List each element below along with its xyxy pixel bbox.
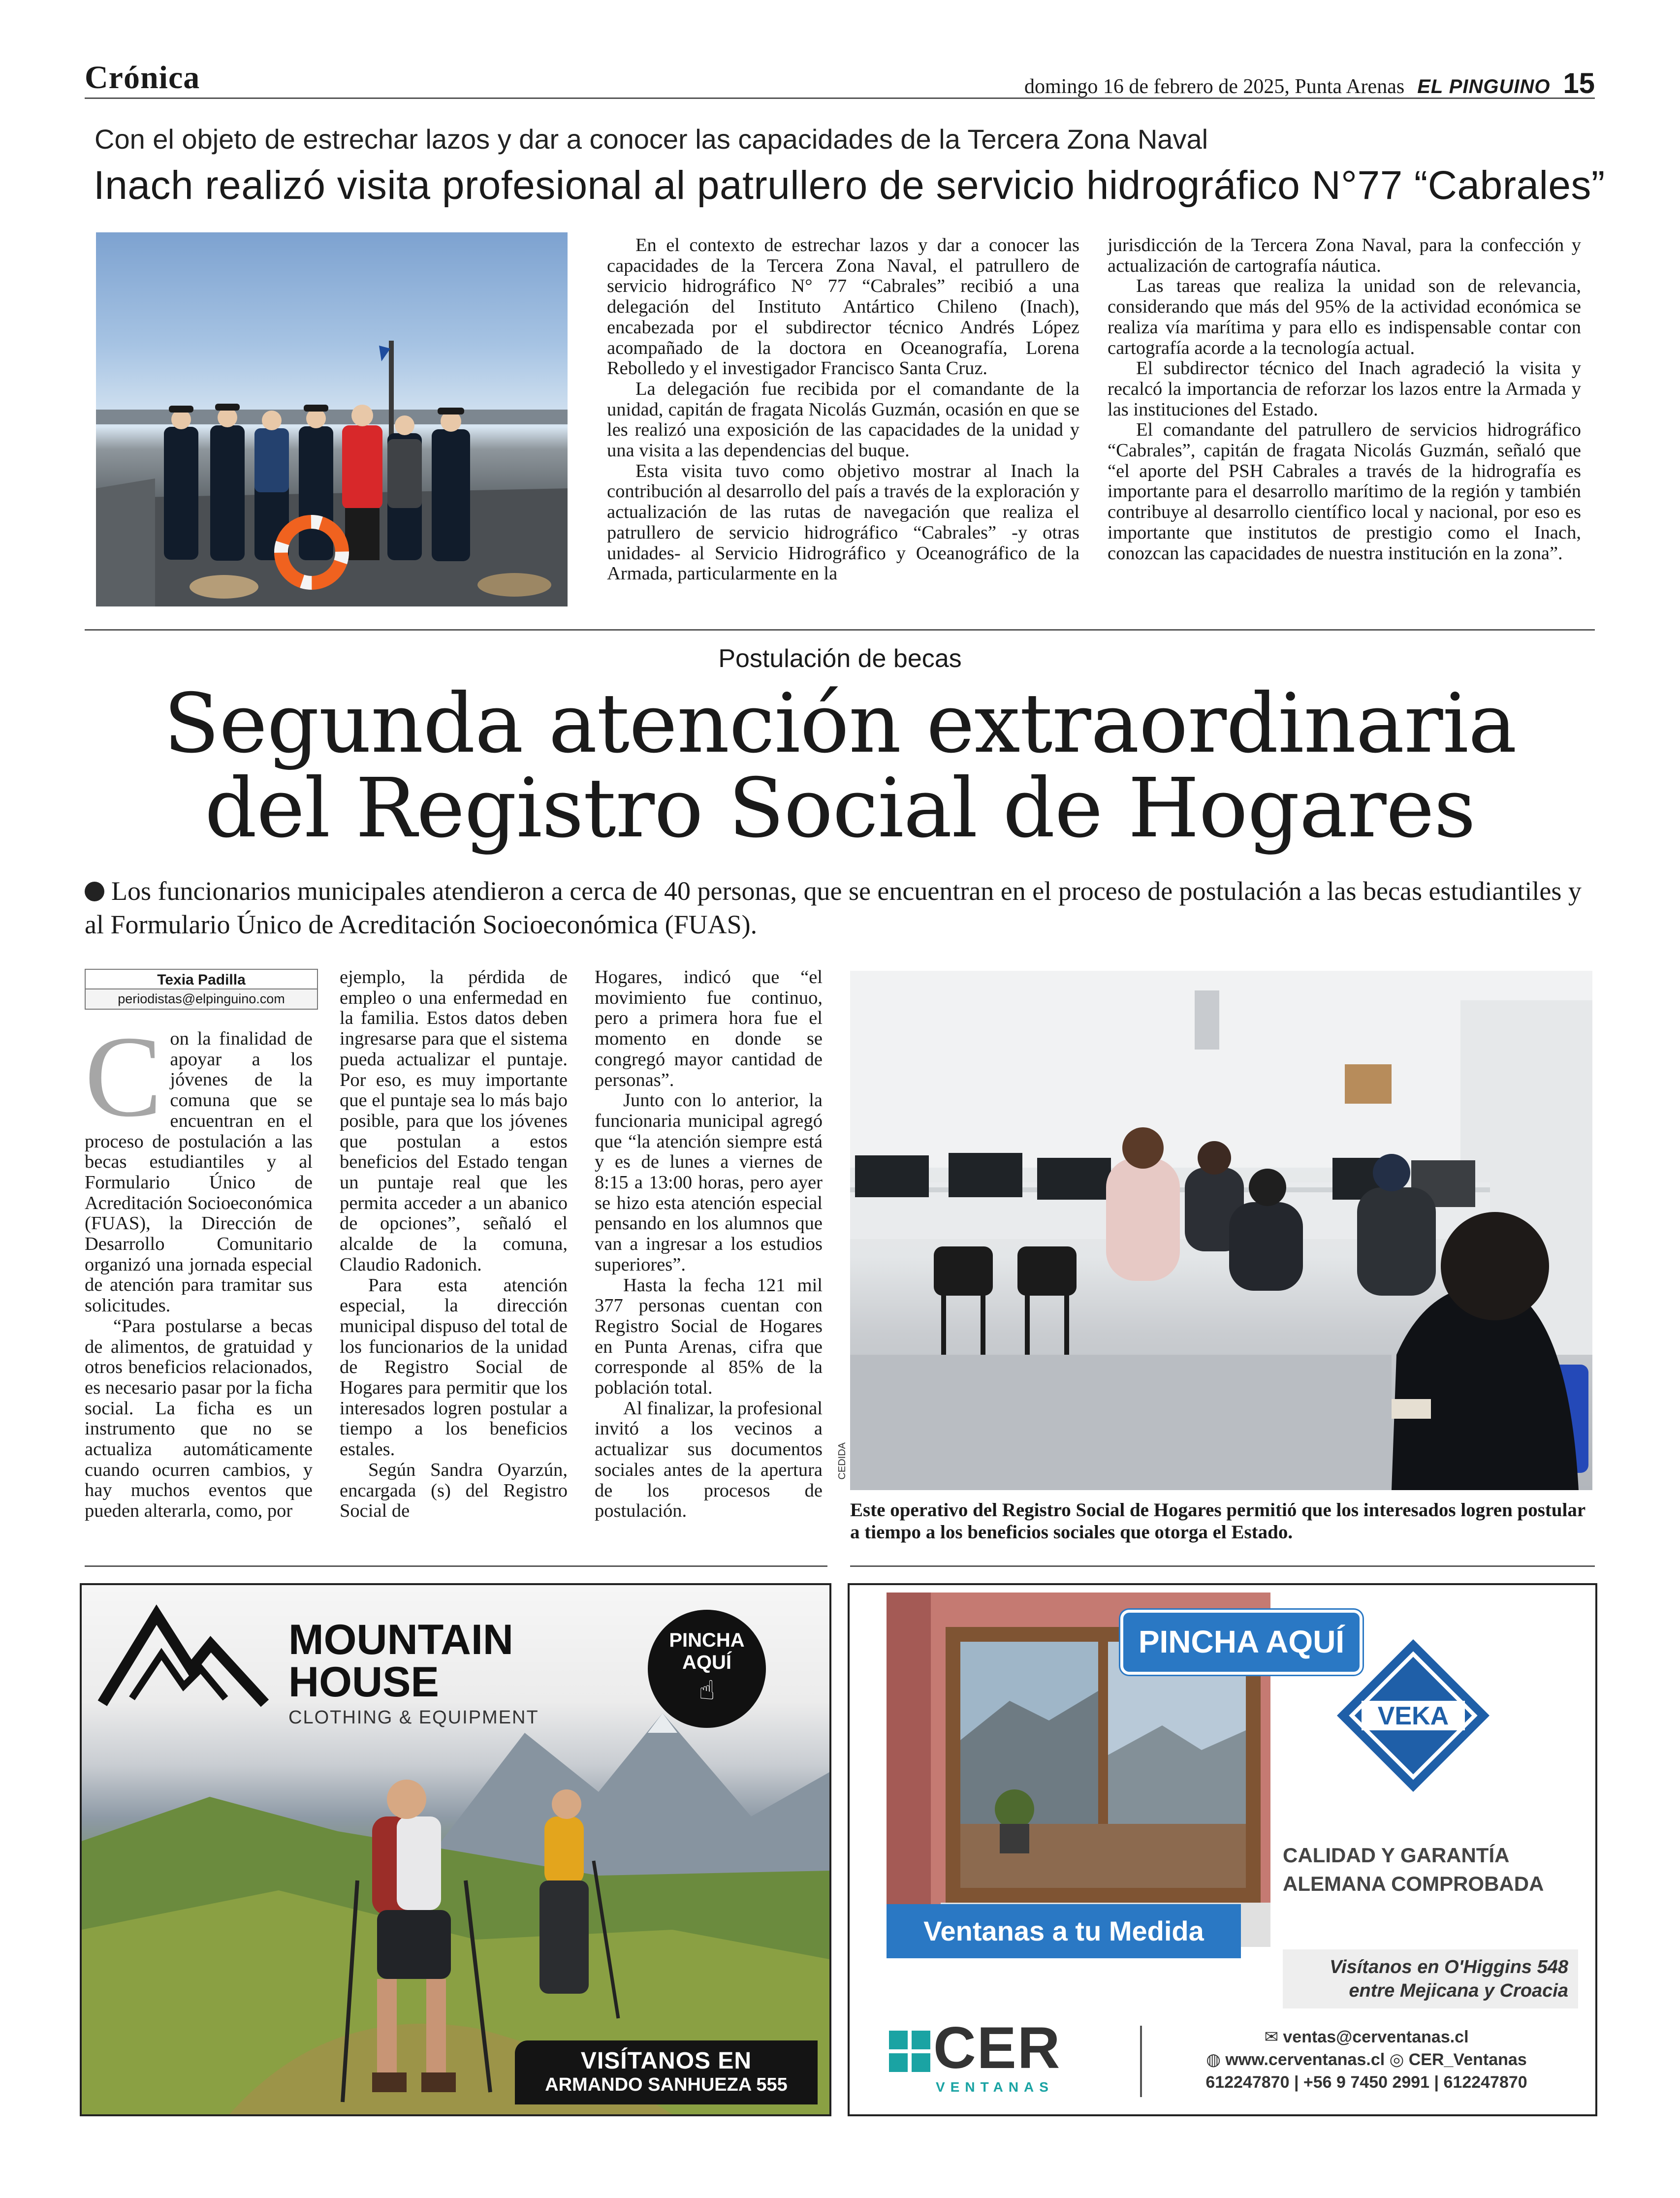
photo-caption: Este operativo del Registro Social de Hogares permitió que los interesados logren postular a tiempo a los beneficios sociales que otorga el Estado.	[850, 1499, 1585, 1543]
logo-divider	[1140, 2026, 1142, 2097]
article2-headline	[0, 676, 1680, 856]
ad-divider-left	[85, 1565, 827, 1567]
paragraph: jurisdicción de la Tercera Zona Naval, para la confección y actualización de cartografía náutica.	[1108, 235, 1581, 276]
address-line: entre Mejicana y Croacia	[1349, 1980, 1568, 2001]
paragraph: El subdirector técnico del Inach agradeció la visita y recalcó la importancia de reforzar los lazos entre la Armada y las instituciones del Estado.	[1108, 358, 1581, 420]
headline-line: Segunda atención extraordinaria	[163, 676, 1517, 771]
article1-column-1	[607, 235, 1079, 584]
contact-email-row[interactable]	[1155, 2026, 1578, 2048]
paragraph: Las tareas que realiza la unidad son de relevancia, considerando que más del 95% de la actividad económica se realiza vía marítima y para ello es indispensable contar con cartografía acorde a la tecnología actual.	[1108, 276, 1581, 358]
mountain-house-brand	[288, 1616, 514, 1706]
paragraph: En el contexto de estrechar lazos y dar a conocer las capacidades de la Tercera Zona Naval, el patrullero de servicio hidrográfico N° 77 “Cabrales” recibió a una delegación del Instituto Antártico Chileno (Inach), encabezada por el subdirector técnico Andrés López acompañado de la doctora en Oceanografía, Lorena Rebolledo y el investigador Francisco Santa Cruz.	[607, 235, 1079, 379]
page-header	[85, 58, 1595, 99]
mountain-house-logo-icon	[97, 1600, 270, 1718]
author-name: Texia Padilla	[157, 972, 246, 988]
paragraph: Hogares, indicó que “el movimiento fue continuo, pero a primera hora fue el momento en donde se congregó mayor cantidad de personas”.	[595, 967, 823, 1090]
photo-credit: CEDIDA	[837, 1442, 848, 1480]
author-email: periodistas@elpinguino.com	[86, 988, 317, 1009]
article1-kicker: Con el objeto de estrechar lazos y dar a conocer las capacidades de la Tercera Zona Naval	[95, 124, 1208, 155]
pincha-aqui-button[interactable]: PINCHA AQUÍ	[1120, 1610, 1363, 1675]
pointer-hand-icon: ☝	[698, 1676, 715, 1705]
navy-group-photo-illustration	[96, 232, 568, 606]
paragraph: ejemplo, la pérdida de empleo o una enfermedad en la familia. Estos datos deben ingresarse para que el sistema pueda actualizar el puntaje. Por eso, es muy importante que el puntaje sea lo más bajo posible, para que los jóvenes que postulan a estos beneficios del Estado tengan un puntaje real que les permita acceder a un abanico de opciones”, señaló el alcalde de la comuna, Claudio Radonich.	[340, 967, 568, 1275]
paragraph	[85, 1013, 313, 1316]
mountain-house-ad[interactable]	[80, 1583, 831, 2116]
section-name: Crónica	[85, 60, 200, 96]
article1-column-2	[1108, 235, 1581, 564]
cer-contact	[1155, 2026, 1578, 2094]
bullet-icon	[85, 882, 104, 901]
quality-line: CALIDAD Y GARANTÍA	[1283, 1844, 1510, 1867]
drop-cap: C	[85, 1013, 162, 1141]
mountain-house-tagline: CLOTHING & EQUIPMENT	[288, 1707, 539, 1728]
paragraph: Para esta atención especial, la dirección municipal dispuso del total de los funcionarios de la unidad de Registro Social de Hogares para permitir que los interesados logren postular a tiempo a los beneficios estales.	[340, 1274, 568, 1460]
byline-box	[85, 969, 318, 1010]
cta-line: AQUÍ	[682, 1652, 731, 1673]
contact-email: ventas@cerventanas.cl	[1283, 2028, 1469, 2046]
article2-column-3	[595, 967, 823, 1522]
cer-logo-sub: VENTANAS	[936, 2079, 1054, 2095]
paragraph: Al finalizar, la profesional invitó a los vecinos a actualizar sus documentos sociales antes de la apertura de los procesos de postulación.	[595, 1398, 823, 1522]
cta-line: PINCHA	[669, 1629, 745, 1651]
visit-line: ARMANDO SANHUEZA 555	[545, 2074, 788, 2095]
section-divider	[85, 629, 1595, 631]
newspaper-name: EL PINGUINO	[1417, 76, 1551, 97]
veka-label: VEKA	[1377, 1702, 1449, 1730]
article2-kicker: Postulación de becas	[718, 644, 962, 673]
paragraph: “Para postularse a becas de alimentos, de gratuidad y otros beneficios relacionados, es necesario pasar por la ficha social. La ficha es un instrumento que no se actualiza automáticamente cuando ocurren cambios, y hay muchos eventos que pueden alterarla, como, por	[85, 1315, 313, 1522]
paragraph-text: on la finalidad de apoyar a los jóvenes de la comuna que se encuentran en el proceso de postulación a las becas estudiantiles y al Formulario Único de Acreditación Socioeconómica (FUAS), la Dirección de Desarrollo Comunitario organizó una jornada especial de atención para tramitar sus solicitudes.	[85, 1028, 313, 1316]
article2-photo	[850, 971, 1592, 1490]
paragraph: El comandante del patrullero de servicios hidrográfico “Cabrales”, capitán de fragata Nicolás Guzmán, señaló que “el aporte del PSH Cabrales a través de la hidrografía es importante para el desarrollo marítimo de la región y también contribuye al desarrollo científico local y nacional, por eso es importante que institutos de prestigio como el Inach, conozcan las capacidades de nuestra institución en la zona”.	[1108, 419, 1581, 564]
cer-ventanas-ad[interactable]	[848, 1583, 1597, 2116]
mail-icon: ✉	[1264, 2028, 1283, 2046]
paragraph: Junto con lo anterior, la funcionaria municipal agregó que “la atención siempre está y es de lunes a viernes de 8:15 a 13:00 horas, pero ayer se hizo esta atención especial pensando en los alumnos que van a ingresar a los estudios superiores”.	[595, 1090, 823, 1275]
office-photo-illustration	[850, 971, 1592, 1490]
article2-column-1	[85, 1013, 313, 1522]
address-line: Visítanos en O'Higgins 548	[1330, 1957, 1568, 1977]
quality-text	[1283, 1841, 1544, 1898]
header-date: domingo 16 de febrero de 2025, Punta Arenas	[1024, 75, 1405, 98]
pincha-aqui-button[interactable]	[648, 1610, 766, 1728]
brand-line: HOUSE	[288, 1658, 439, 1706]
contact-social: CER_Ventanas	[1408, 2050, 1527, 2069]
cer-logo-text: CER	[933, 2015, 1061, 2081]
cer-logo-icon	[889, 2031, 930, 2072]
cer-address	[1283, 1949, 1578, 2008]
visit-line: VISÍTANOS EN	[580, 2048, 752, 2074]
ventanas-banner: Ventanas a tu Medida	[887, 1904, 1241, 1958]
lead-text: Los funcionarios municipales atendieron a cerca de 40 personas, que se encuentran en el proceso de postulación a las becas estudiantiles y al Formulario Único de Acreditación Socioeconómica (FUAS).	[85, 876, 1582, 939]
visit-address-banner	[515, 2040, 818, 2104]
paragraph: Hasta la fecha 121 mil 377 personas cuentan con Registro Social de Hogares en Punta Arenas, cifra que corresponde al 85% de la población total.	[595, 1274, 823, 1399]
article2-column-2	[340, 967, 568, 1522]
paragraph: La delegación fue recibida por el comandante de la unidad, capitán de fragata Nicolás Guzmán, ocasión en que se les realizó una exposición de las capacidades de la unidad y una visita a las dependencias del buque.	[607, 378, 1079, 461]
paragraph: Según Sandra Oyarzún, encargada (s) del Registro Social de	[340, 1459, 568, 1522]
contact-phones: 612247870 | +56 9 7450 2991 | 612247870	[1205, 2073, 1527, 2092]
article1-headline: Inach realizó visita profesional al patrullero de servicio hidrográfico N°77 “Cabrales”	[94, 163, 1605, 208]
contact-web-row[interactable]	[1155, 2048, 1578, 2071]
header-meta	[1024, 67, 1595, 100]
contact-web: www.cerventanas.cl	[1225, 2050, 1385, 2069]
brand-line: MOUNTAIN	[288, 1616, 514, 1663]
article1-photo	[96, 232, 568, 606]
page-number: 15	[1563, 67, 1595, 99]
paragraph: Esta visita tuvo como objetivo mostrar al Inach la contribución al desarrollo del país a través de la exploración y actualización de las rutas de navegación que realiza el patrullero de servicio hidrográfico “Cabrales” -y otras unidades- al Servicio Hidrográfico y Oceanográfico de la Armada, particularmente en la	[607, 460, 1079, 584]
quality-line: ALEMANA COMPROBADA	[1283, 1872, 1544, 1895]
article2-lead	[85, 874, 1595, 941]
ad-divider-right	[850, 1565, 1595, 1567]
globe-icon: ◍	[1206, 2050, 1226, 2069]
headline-line: del Registro Social de Hogares	[204, 761, 1476, 856]
instagram-icon: ◎	[1385, 2050, 1409, 2069]
